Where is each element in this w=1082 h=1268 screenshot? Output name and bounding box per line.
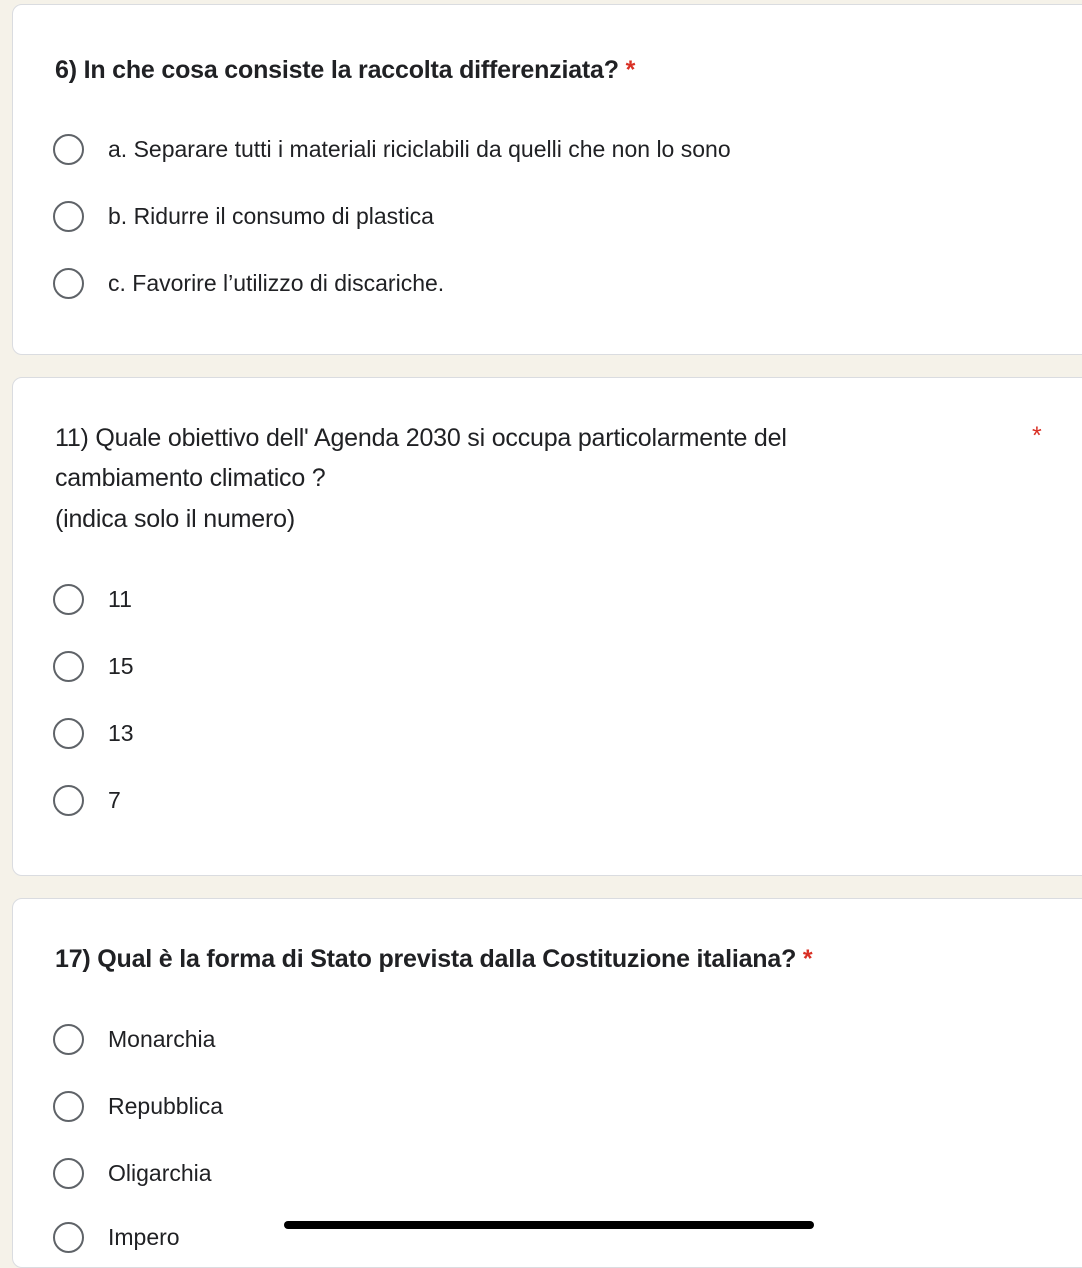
radio-option[interactable] bbox=[53, 646, 134, 686]
option-label: 13 bbox=[108, 719, 134, 746]
question-title-text: 6) In che cosa consiste la raccolta differenziata? bbox=[55, 56, 619, 84]
radio-button[interactable] bbox=[53, 134, 84, 165]
option-label: Impero bbox=[108, 1223, 180, 1250]
required-asterisk: * bbox=[625, 56, 636, 84]
radio-option[interactable] bbox=[53, 579, 132, 619]
radio-option[interactable] bbox=[53, 1153, 212, 1193]
question-title-line-2: cambiamento climatico ? bbox=[55, 464, 326, 492]
required-asterisk: * bbox=[802, 945, 813, 973]
radio-option[interactable] bbox=[53, 129, 731, 169]
option-label: c. Favorire l’utilizzo di discariche. bbox=[108, 269, 445, 296]
question-title bbox=[55, 50, 635, 90]
radio-button[interactable] bbox=[53, 1158, 84, 1189]
radio-option[interactable] bbox=[53, 1217, 180, 1257]
radio-button[interactable] bbox=[53, 651, 84, 682]
question-card-6 bbox=[12, 4, 1082, 355]
question-title-line-1: 11) Quale obiettivo dell' Agenda 2030 si occupa particolarmente del bbox=[55, 424, 787, 452]
radio-option[interactable] bbox=[53, 263, 444, 303]
option-label: 11 bbox=[108, 585, 132, 612]
question-title-text: 17) Qual è la forma di Stato prevista dalla Costituzione italiana? bbox=[55, 945, 797, 973]
radio-option[interactable] bbox=[53, 1086, 223, 1126]
radio-button[interactable] bbox=[53, 268, 84, 299]
home-indicator[interactable] bbox=[284, 1221, 814, 1229]
radio-button[interactable] bbox=[53, 1091, 84, 1122]
radio-button[interactable] bbox=[53, 584, 84, 615]
radio-button[interactable] bbox=[53, 201, 84, 232]
option-label: b. Ridurre il consumo di plastica bbox=[108, 202, 434, 229]
radio-button[interactable] bbox=[53, 1024, 84, 1055]
option-label: 15 bbox=[108, 652, 134, 679]
radio-option[interactable] bbox=[53, 1019, 215, 1059]
question-card-11 bbox=[12, 377, 1082, 876]
option-label: Repubblica bbox=[108, 1092, 224, 1119]
required-asterisk: * bbox=[1032, 422, 1042, 450]
radio-option[interactable] bbox=[53, 196, 434, 236]
option-label: Monarchia bbox=[108, 1025, 216, 1052]
radio-button[interactable] bbox=[53, 718, 84, 749]
radio-button[interactable] bbox=[53, 1222, 84, 1253]
option-label: 7 bbox=[108, 786, 121, 813]
question-hint: (indica solo il numero) bbox=[55, 505, 295, 533]
radio-option[interactable] bbox=[53, 780, 121, 820]
option-label: a. Separare tutti i materiali riciclabili da quelli che non lo sono bbox=[108, 135, 731, 162]
question-title bbox=[55, 939, 812, 979]
option-label: Oligarchia bbox=[108, 1159, 212, 1186]
question-card-17 bbox=[12, 898, 1082, 1268]
radio-option[interactable] bbox=[53, 713, 134, 753]
radio-button[interactable] bbox=[53, 785, 84, 816]
